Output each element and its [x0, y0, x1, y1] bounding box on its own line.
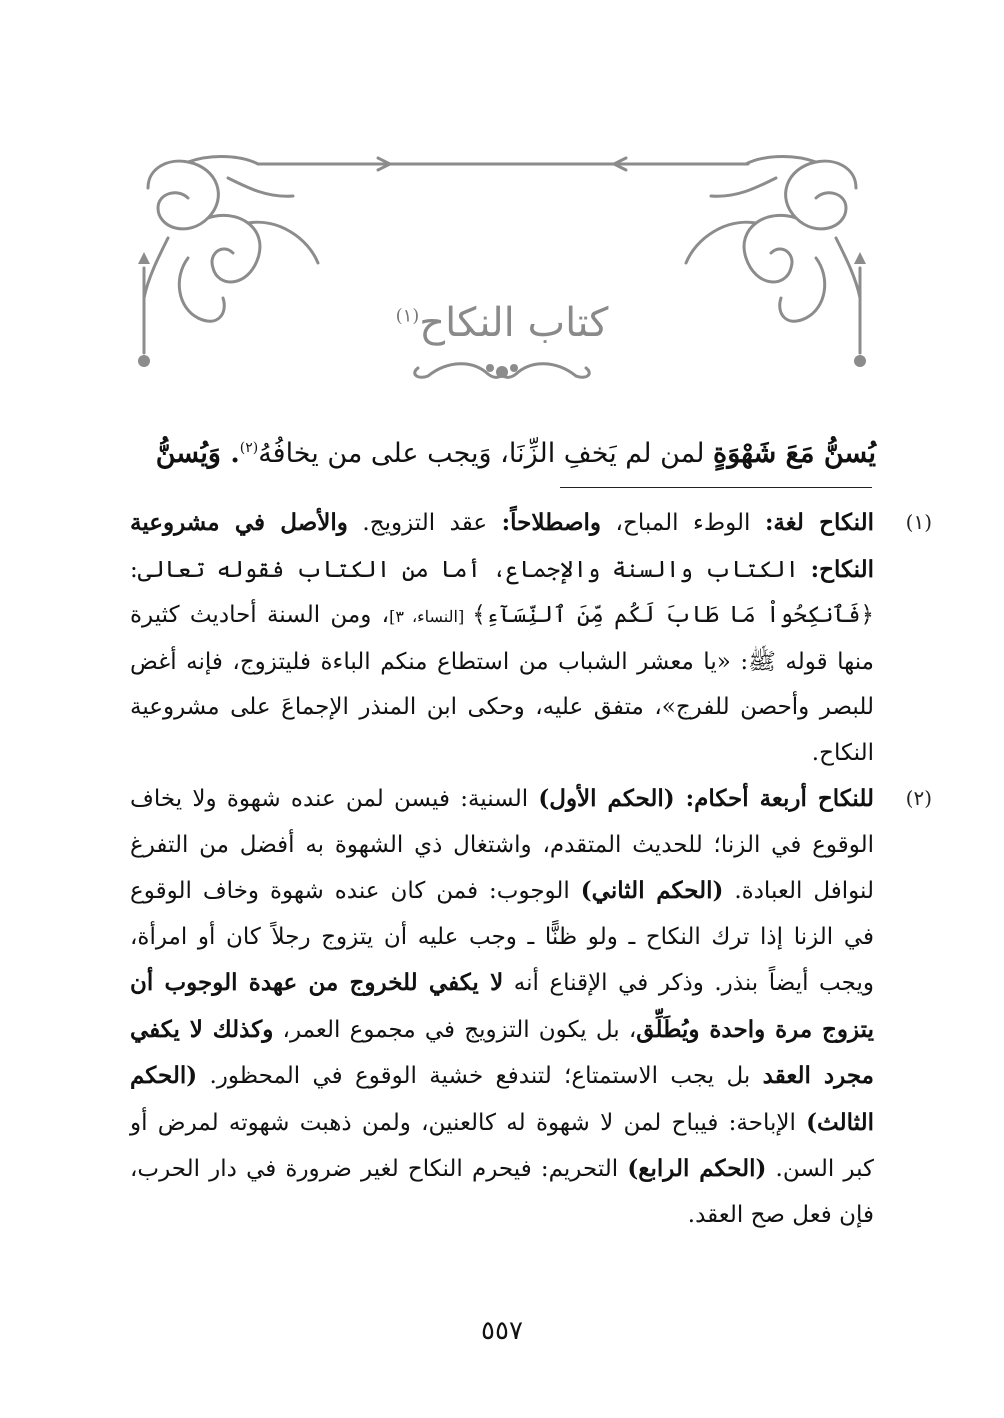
footnote-1-number: (١) — [905, 510, 932, 534]
chapter-title — [0, 300, 1004, 346]
footnote-2 — [130, 776, 932, 1238]
fn1-term: واصطلاحاً: — [501, 509, 601, 536]
fn2-heading: (الحكم الثالث) — [130, 1062, 874, 1136]
title-footnote-mark: (١) — [395, 305, 420, 327]
fn1-term: والأصل في مشروعية النكاح: — [130, 509, 874, 583]
footnote-separator — [560, 487, 872, 488]
fn2-seg: السنية: فيسن لمن عنده شهوة ولا يخاف الوقوع في الزنا؛ للحديث المتقدم، واشتغال ذي الشهوة به أفضل من التفرغ لنوافل العبادة. — [130, 786, 874, 904]
fn2-seg: ، بل يكون التزويج في مجموع العمر، — [273, 1016, 637, 1043]
quran-verse: ﴿فَٱنكِحُواْ مَا طَابَ لَكُم مِّنَ ٱلنِّسَآءِ﴾ — [472, 602, 874, 628]
main-text-bold: يُسنُّ مَعَ شَهْوَةٍ — [713, 438, 876, 469]
main-text-tail: . وَيُسنُّ — [155, 438, 240, 469]
fn2-seg: بل يجب الاستمتاع؛ لتندفع خشية الوقوع في المحظور. — [197, 1063, 763, 1089]
fn1-seg: عقد التزويج. — [347, 510, 502, 536]
fn2-heading: (الحكم الثاني) — [580, 877, 724, 904]
footnote-2-text — [130, 776, 874, 1238]
fn1-seg: الكتاب والسنة والإجماع، أما من الكتاب فقوله تعالى: — [130, 556, 811, 583]
verse-reference: [النساء، ٣] — [389, 607, 473, 626]
fn2-seg: الوجوب: فمن كان عنده شهوة وخاف الوقوع في الزنا إذا ترك النكاح ـ ولو ظنًّا ـ وجب عليه أن يتزوج رجلاً كان أو امرأة، ويجب أيضاً بنذر. وذكر في الإقناع أنه — [130, 878, 874, 996]
main-text — [128, 426, 876, 476]
ornament-frame-icon — [128, 148, 876, 388]
fn1-term: النكاح لغة: — [764, 509, 875, 536]
footnote-1 — [130, 500, 932, 776]
main-footnote-mark: (٢) — [239, 440, 259, 456]
fn1-seg: الوطء المباح، — [601, 510, 765, 536]
fn2-seg: الإباحة: فيباح لمن لا شهوة له كالعنين، ولمن ذهبت شهوته لمرض أو كبر السن. — [130, 1109, 874, 1182]
page-number: ٥٥٧ — [481, 1316, 523, 1346]
fn1-seg: ، ومن السنة أحاديث كثيرة منها قوله ﷺ: «يا معشر الشباب من استطاع منكم الباءة فليتزوج، فإنه أغض للبصر وأحصن للفرج»، متفق عليه، وحكى ابن المنذر الإجماعَ على مشروعية النكاح. — [130, 602, 874, 766]
fn2-heading: للنكاح أربعة أحكام: (الحكم الأول) — [538, 785, 874, 812]
fn2-heading: (الحكم الرابع) — [627, 1155, 767, 1182]
fn2-emphasis: وكذلك لا يكفي مجرد العقد — [130, 1015, 874, 1089]
fn2-emphasis: لا يكفي للخروج من عهدة الوجوب أن يتزوج مرة واحدة ويُطَلِّق — [130, 969, 875, 1043]
fn2-seg: التحريم: فيحرم النكاح لغير ضرورة في دار الحرب، فإن فعل صح العقد. — [130, 1156, 874, 1228]
footnote-2-number: (٢) — [905, 786, 932, 810]
footnote-1-text — [130, 500, 874, 776]
chapter-title-text: كتاب النكاح — [419, 300, 609, 346]
main-text-body: لمن لم يَخفِ الزِّنَا، وَيجب على من يخافُهُ — [258, 438, 714, 469]
